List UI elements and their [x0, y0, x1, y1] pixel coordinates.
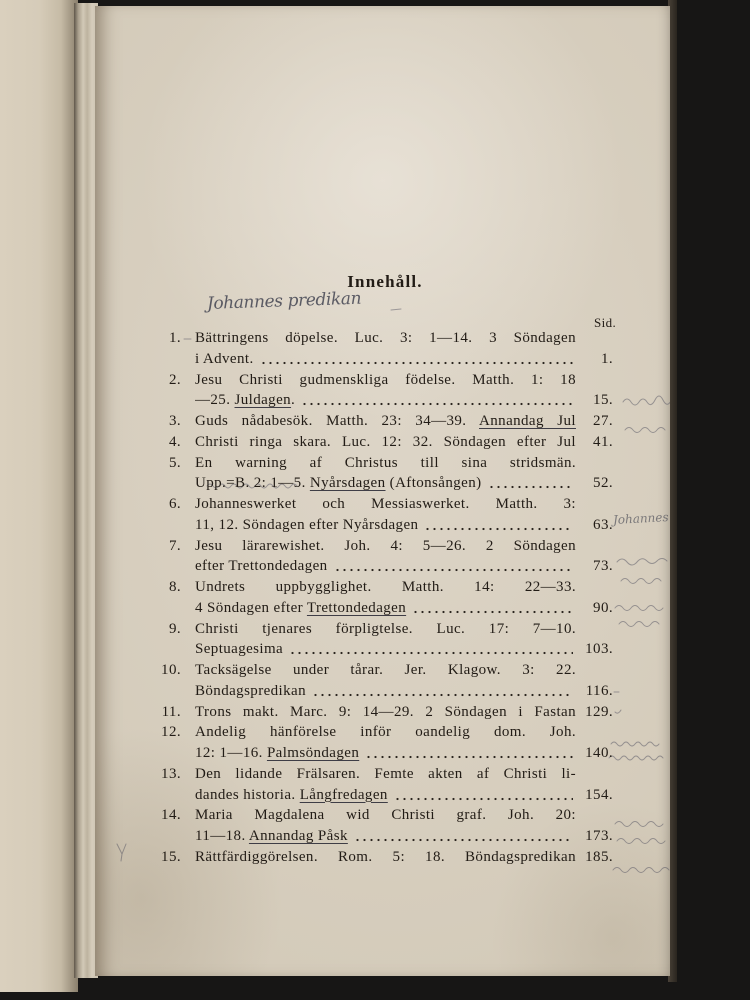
entry-continuation-text: Böndagspredikan — [195, 682, 306, 699]
entry-title-line: Jesu lärarewishet. Joh. 4: 5—26. 2 Söndagen — [195, 537, 576, 554]
punctuation: . — [291, 392, 296, 409]
leader-dots — [394, 785, 573, 806]
entry-continuation — [195, 556, 576, 577]
service-note: (Aftonsången) — [389, 475, 482, 492]
entry-continuation — [195, 681, 576, 702]
toc-entry-8 — [95, 577, 670, 619]
toc-entry-14 — [95, 805, 670, 847]
entry-continuation-text — [195, 390, 295, 411]
scripture-reference: 12: 1—16. — [195, 745, 263, 761]
toc-entry-10 — [95, 660, 670, 702]
entry-continuation — [195, 390, 576, 411]
entry-number: 11. — [161, 703, 181, 720]
scripture-reference: Upp.=B. 2: 1—5. — [195, 475, 306, 492]
toc-entry-12 — [95, 722, 670, 764]
toc-entry-4 — [95, 432, 670, 453]
toc-entry-9 — [95, 619, 670, 661]
entry-number: 13. — [161, 765, 181, 782]
entry-line — [95, 805, 670, 826]
entry-page-number: 90. — [593, 599, 613, 616]
entry-continuation — [195, 639, 576, 660]
entry-page-number: 73. — [593, 558, 613, 575]
entry-line — [95, 411, 670, 432]
entry-page-number: 63. — [593, 516, 613, 533]
pencil-scribble — [613, 868, 669, 873]
entry-page-number: 154. — [585, 786, 613, 803]
entry-page-number: 27. — [593, 413, 613, 429]
entry-number: 7. — [168, 537, 181, 554]
leader-dots — [260, 349, 573, 370]
entry-line — [95, 577, 670, 598]
entry-title-line: Bättringens döpelse. Luc. 3: 1—14. 3 Söndagen — [195, 330, 576, 346]
entry-continuation-text: Septuagesima — [195, 641, 284, 658]
entry-line — [95, 619, 670, 640]
entry-page-number: 129. — [585, 703, 613, 720]
toc-entry-7 — [95, 536, 670, 578]
entry-line — [95, 349, 670, 370]
sunday-name: 4 Söndagen efter — [195, 599, 304, 616]
entry-continuation-text: i Advent. — [195, 350, 254, 367]
table-of-contents — [95, 328, 670, 868]
entry-title-line: Johanneswerket och Messiaswerket. Matth. 3: — [195, 496, 576, 512]
entry-line — [95, 639, 670, 660]
entry-title-line: Den lidande Frälsaren. Femte akten af Christi li- — [195, 765, 576, 782]
entry-continuation-text: 11, 12. Söndagen efter Nyårsdagen — [195, 516, 419, 533]
entry-continuation — [195, 349, 576, 370]
entry-title-line: Christi ringa skara. Luc. 12: 32. Söndagen efter Jul — [195, 433, 576, 450]
entry-line — [95, 328, 670, 349]
entry-page-number: 15. — [593, 392, 613, 409]
handwritten-note-margin: Johannes — [612, 510, 669, 527]
entry-line — [95, 515, 670, 536]
entry-number: 1. — [168, 330, 181, 346]
entry-page-number: 116. — [585, 682, 613, 699]
scripture-reference: —25. — [195, 392, 231, 409]
entry-page-number: 173. — [585, 828, 613, 844]
entry-page-number: 52. — [593, 475, 613, 492]
entry-title-line: Undrets uppbygglighet. Matth. 14: 22—33. — [195, 579, 576, 595]
entry-number: 3. — [168, 413, 181, 429]
facing-page-edge — [0, 0, 78, 992]
entry-title-line: Maria Magdalena wid Christi graf. Joh. 20: — [195, 807, 576, 824]
toc-entry-15 — [95, 847, 670, 868]
book-page — [95, 6, 670, 976]
entry-title-line — [195, 411, 576, 432]
scripture-reference: 11—18. — [195, 828, 246, 844]
entry-title-line: Christi tjenares förpligtelse. Luc. 17: 7—10. — [195, 620, 576, 637]
entry-continuation — [195, 598, 576, 619]
leader-dots — [312, 681, 573, 702]
entry-line — [95, 660, 670, 681]
leader-dots — [301, 390, 573, 411]
toc-entry-11 — [95, 702, 670, 723]
entry-line — [95, 598, 670, 619]
leader-dots — [488, 473, 573, 494]
entry-title-line: Trons makt. Marc. 9: 14—29. 2 Söndagen i Fastan — [195, 703, 576, 720]
entry-line — [95, 556, 670, 577]
entry-line — [95, 432, 670, 453]
entry-number: 4. — [168, 433, 181, 450]
toc-entry-3 — [95, 411, 670, 432]
entry-line — [95, 473, 670, 494]
feast-day-underlined: Annandag Påsk — [248, 828, 348, 844]
toc-entry-5 — [95, 453, 670, 495]
leader-dots — [354, 826, 573, 847]
entry-page-number: 103. — [585, 641, 613, 658]
entry-page-number: 185. — [585, 848, 613, 865]
entry-title-line: En warning af Christus till sina stridsmän. — [195, 454, 576, 471]
entry-title-line: Rättfärdiggörelsen. Rom. 5: 18. Böndagspredikan — [195, 848, 576, 865]
entry-continuation — [195, 473, 576, 494]
entry-page-number: 41. — [593, 433, 613, 450]
entry-line — [95, 826, 670, 847]
entry-continuation — [195, 743, 576, 764]
toc-entry-1 — [95, 328, 670, 370]
entry-line — [95, 847, 670, 868]
feast-day-underlined: Trettondedagen — [306, 599, 407, 616]
entry-line — [95, 743, 670, 764]
entry-line — [95, 785, 670, 806]
entry-number: 8. — [168, 579, 181, 595]
leader-dots — [289, 639, 573, 660]
entry-number: 15. — [161, 848, 181, 865]
entry-title-text: Guds nådabesök. Matth. 23: 34—39. — [195, 413, 467, 429]
toc-entry-13 — [95, 764, 670, 806]
leader-dots — [334, 556, 573, 577]
entry-continuation-text — [195, 826, 348, 847]
entry-continuation — [195, 515, 576, 536]
toc-entry-6 — [95, 494, 670, 536]
entry-continuation-text — [195, 473, 482, 494]
page-title: Innehåll. — [347, 272, 423, 291]
entry-number: 14. — [161, 807, 181, 824]
entry-line — [95, 702, 670, 723]
entry-page-number: 140. — [585, 745, 613, 761]
entry-continuation-text: efter Trettondedagen — [195, 558, 328, 575]
leader-dots — [424, 515, 573, 536]
page-column-label: Sid. — [594, 315, 617, 330]
pencil-scribble — [391, 309, 401, 310]
feast-day-underlined: Palmsöndagen — [266, 745, 360, 761]
entry-line — [95, 453, 670, 474]
entry-title-line: Jesu Christi gudmenskliga födelse. Matth. 1: 18 — [195, 371, 576, 388]
feast-day-underlined: Annandag Jul — [479, 413, 576, 429]
entry-number: 5. — [168, 454, 181, 471]
entry-continuation — [195, 826, 576, 847]
feast-day-underlined: Nyårsdagen — [309, 475, 386, 492]
leader-dots — [412, 598, 573, 619]
entry-number: 12. — [161, 724, 181, 741]
leader-dots — [365, 743, 573, 764]
entry-continuation-text — [195, 743, 359, 764]
entry-line — [95, 494, 670, 515]
entry-title-line: Andelig hänförelse inför oandelig dom. Joh. — [195, 724, 576, 741]
title-continuation: dandes historia. — [195, 786, 296, 803]
entry-line — [95, 681, 670, 702]
feast-day-underlined: Juldagen — [234, 392, 292, 409]
entry-continuation-text — [195, 785, 388, 806]
toc-entry-2 — [95, 370, 670, 412]
entry-line — [95, 722, 670, 743]
entry-line — [95, 390, 670, 411]
entry-continuation-text — [195, 598, 406, 619]
entry-number: 10. — [161, 662, 181, 678]
entry-line — [95, 536, 670, 557]
entry-line — [95, 370, 670, 391]
entry-continuation — [195, 785, 576, 806]
handwritten-note-top: Johannes predikan — [206, 288, 362, 314]
entry-title-line: Tacksägelse under tårar. Jer. Klagow. 3: 22. — [195, 662, 576, 678]
feast-day-underlined: Långfredagen — [299, 786, 388, 803]
entry-line — [95, 764, 670, 785]
entry-number: 6. — [168, 496, 181, 512]
entry-number: 2. — [168, 371, 181, 388]
entry-number: 9. — [168, 620, 181, 637]
entry-page-number: 1. — [600, 350, 613, 367]
